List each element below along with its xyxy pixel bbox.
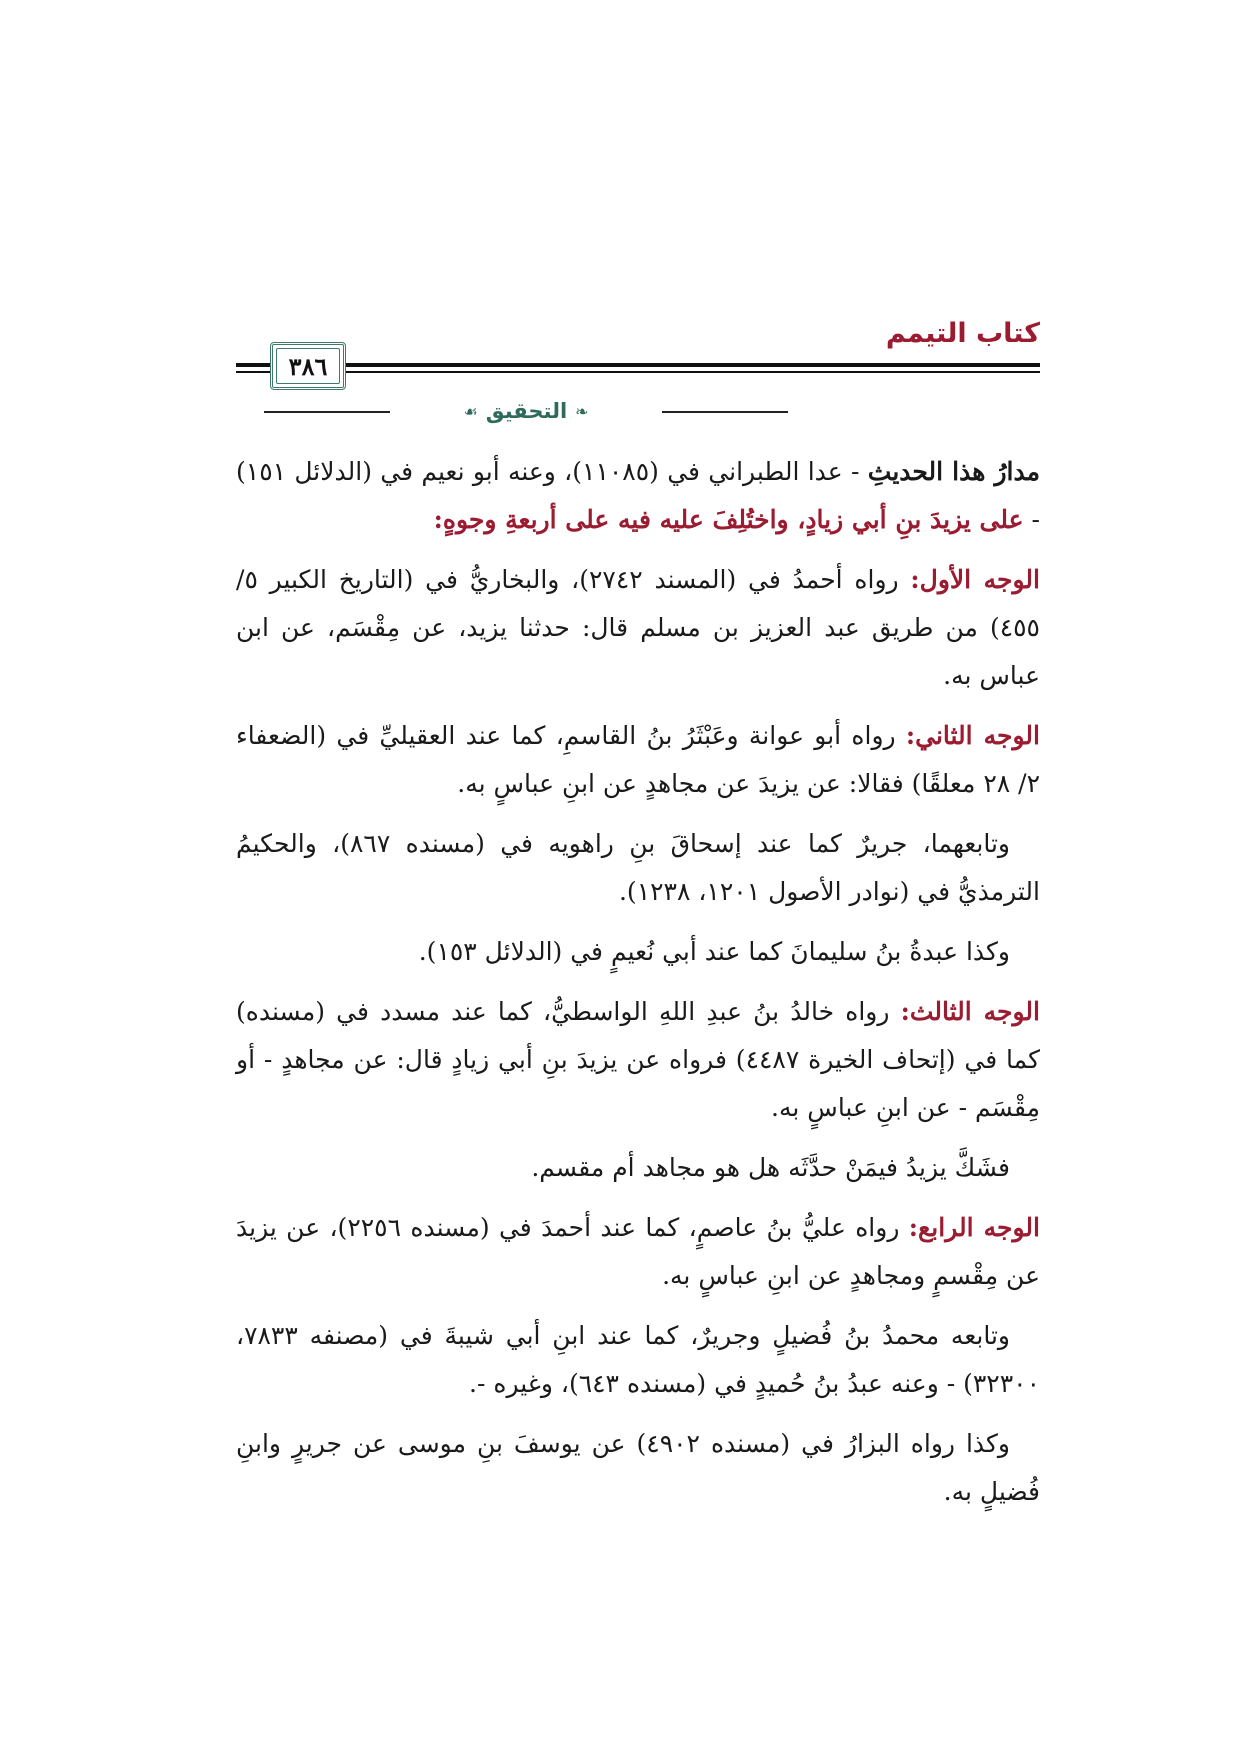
first-aspect-text: رواه أحمدُ في (المسند ٢٧٤٢)، والبخاريُّ في (التاريخ الكبير ٥/ ٤٥٥) من طريق عبد العزيز بن مسلم قال: حدثنا يزيد، عن مِقْسَم، عن ابن عباس به. xyxy=(236,565,1040,690)
header-rule-thin xyxy=(236,371,1040,373)
paragraph-followup-2: وكذا عبدةُ بنُ سليمانَ كما عند أبي نُعيمٍ في (الدلائل ١٥٣). xyxy=(418,937,1010,966)
paragraph-followup-3: وتابعه محمدُ بنُ فُضيلٍ وجريرٌ، كما عند ابنِ أبي شيبةَ في (مصنفه ٧٨٣٣، ٣٢٣٠٠) - وعنه عبدُ بنُ حُميدٍ في (مسنده ٦٤٣)، وغيره -. xyxy=(236,1321,1040,1398)
paragraph-doubt: فشَكَّ يزيدُ فيمَنْ حدَّثَه هل هو مجاهد أم مقسم. xyxy=(531,1153,1010,1182)
paragraph-followup-4: وكذا رواه البزارُ في (مسنده ٤٩٠٢) عن يوسفَ بنِ موسى عن جريرٍ وابنِ فُضيلٍ به. xyxy=(236,1429,1040,1506)
paragraph-third-aspect xyxy=(236,988,1040,1132)
second-aspect-text: رواه أبو عوانة وعَبْثَرُ بنُ القاسمِ، كما عند العقيليِّ في (الضعفاء ٢/ ٢٨ معلقًا) فقالا: عن يزيدَ عن مجاهدٍ عن ابنِ عباسٍ به. xyxy=(236,721,1040,798)
paragraph-followup-1: وتابعهما، جريرٌ كما عند إسحاقَ بنِ راهويه في (مسنده ٨٦٧)، والحكيمُ الترمذيُّ في (نوادر الأصول ١٢٠١، ١٢٣٨). xyxy=(236,829,1040,906)
ornament-icon: ☙ xyxy=(463,401,478,421)
main-text xyxy=(236,448,1040,1528)
second-aspect-label: الوجه الثاني: xyxy=(905,721,1040,750)
paragraph-intro xyxy=(236,448,1040,544)
section-heading xyxy=(396,396,656,426)
intro-text: - عدا الطبراني في (١١٠٨٥)، وعنه أبو نعيم في (الدلائل ١٥١) - xyxy=(236,457,1040,534)
intro-bold: مدارُ هذا الحديثِ xyxy=(867,457,1041,486)
section-heading-label: التحقيق xyxy=(485,399,568,423)
third-aspect-label: الوجه الثالث: xyxy=(900,997,1040,1026)
intro-highlight: على يزيدَ بنِ أبي زيادٍ، واختُلِفَ عليه فيه على أربعةِ وجوهٍ: xyxy=(433,505,1024,534)
section-divider-right xyxy=(662,411,788,413)
book-title: كتاب التيمم xyxy=(885,318,1040,349)
page-number-badge: ٣٨٦ xyxy=(270,342,346,390)
fourth-aspect-text: رواه عليُّ بنُ عاصمٍ، كما عند أحمدَ في (مسنده ٢٢٥٦)، عن يزيدَ عن مِقْسمٍ ومجاهدٍ عن ابنِ عباسٍ به. xyxy=(236,1213,1040,1290)
header-rule-thick xyxy=(236,363,1040,367)
fourth-aspect-label: الوجه الرابع: xyxy=(908,1213,1040,1242)
paragraph-second-aspect xyxy=(236,712,1040,808)
ornament-icon: ❧ xyxy=(575,401,589,421)
third-aspect-text: رواه خالدُ بنُ عبدِ اللهِ الواسطيُّ، كما عند مسدد في (مسنده) كما في (إتحاف الخيرة ٤٤٨٧) فرواه عن يزيدَ بنِ أبي زيادٍ قال: عن مجاهدٍ - أو مِقْسَم - عن ابنِ عباسٍ به. xyxy=(236,997,1041,1122)
paragraph-first-aspect xyxy=(236,556,1040,700)
paragraph-fourth-aspect xyxy=(236,1204,1040,1300)
section-divider-left xyxy=(264,411,390,413)
first-aspect-label: الوجه الأول: xyxy=(910,565,1040,594)
page-header xyxy=(236,318,1040,388)
